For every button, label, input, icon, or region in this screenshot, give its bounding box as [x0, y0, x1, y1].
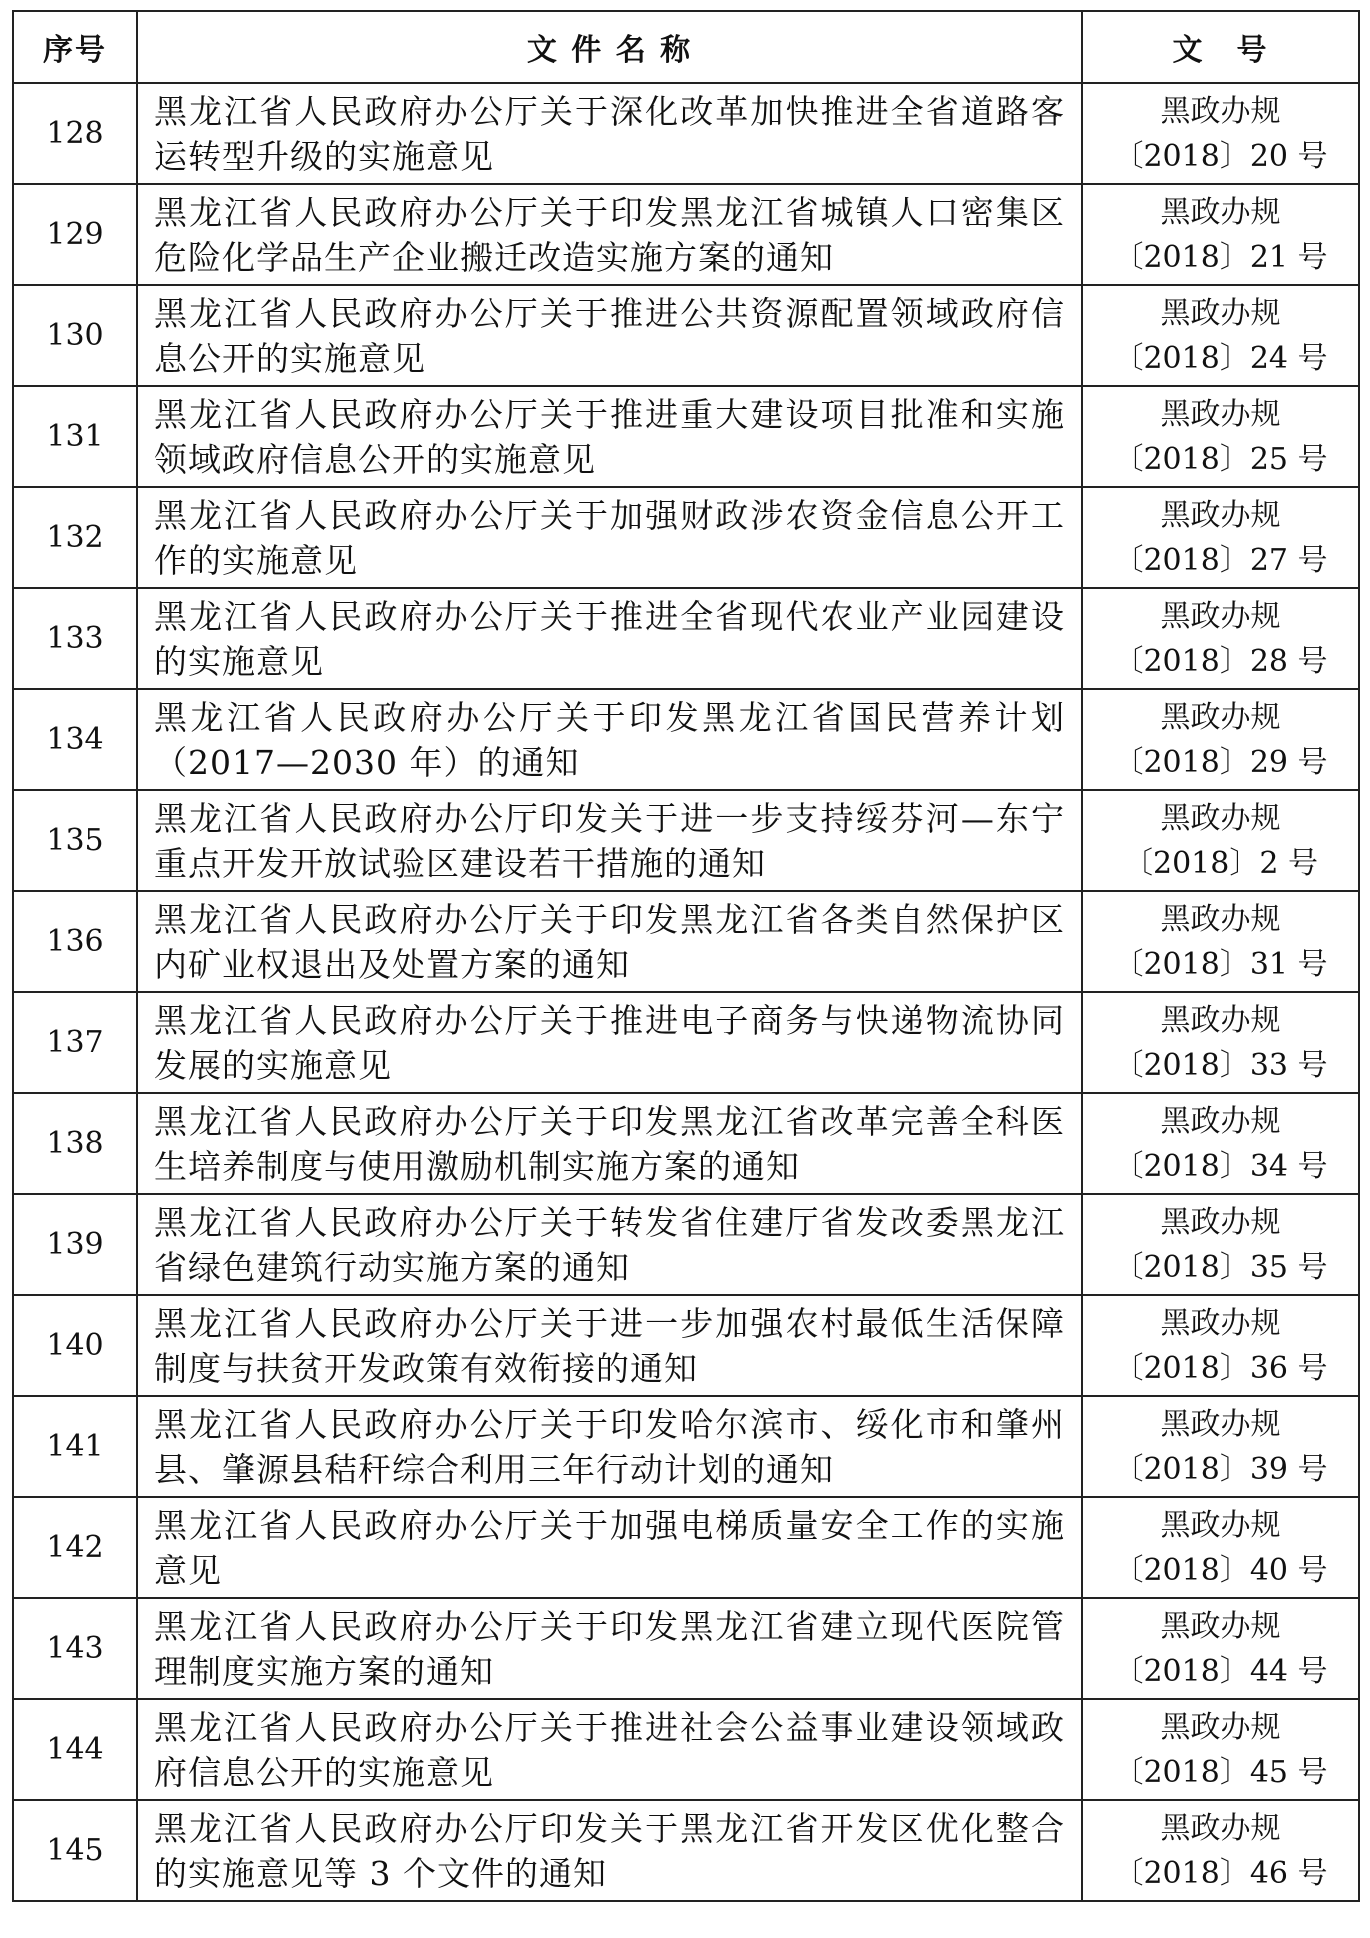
row-document-name: 黑龙江省人民政府办公厅关于加强电梯质量安全工作的实施意见: [137, 1497, 1082, 1598]
table-row: [13, 1699, 1359, 1800]
code-prefix: 黑政办规: [1160, 1709, 1281, 1745]
code-prefix: 黑政办规: [1160, 1103, 1281, 1139]
row-serial-number: 136: [13, 891, 137, 992]
row-serial-number: 145: [13, 1800, 137, 1901]
header-row: [13, 11, 1359, 83]
row-document-code: [1082, 1396, 1359, 1497]
row-serial-number: 140: [13, 1295, 137, 1396]
row-document-code: [1082, 1194, 1359, 1295]
row-document-code: [1082, 285, 1359, 386]
code-prefix: 黑政办规: [1160, 800, 1281, 836]
row-document-name: 黑龙江省人民政府办公厅印发关于黑龙江省开发区优化整合的实施意见等 3 个文件的通知: [137, 1800, 1082, 1901]
code-number: 〔2018〕29 号: [1113, 744, 1328, 780]
table-row: [13, 1497, 1359, 1598]
row-document-code: [1082, 386, 1359, 487]
code-prefix: 黑政办规: [1160, 295, 1281, 331]
row-document-name: 黑龙江省人民政府办公厅关于推进社会公益事业建设领域政府信息公开的实施意见: [137, 1699, 1082, 1800]
row-document-code: [1082, 1295, 1359, 1396]
row-document-code: [1082, 891, 1359, 992]
row-document-name: 黑龙江省人民政府办公厅关于推进全省现代农业产业园建设的实施意见: [137, 588, 1082, 689]
code-number: 〔2018〕35 号: [1113, 1249, 1328, 1285]
code-prefix: 黑政办规: [1160, 1204, 1281, 1240]
code-number: 〔2018〕27 号: [1113, 542, 1328, 578]
row-document-code: [1082, 1699, 1359, 1800]
code-number: 〔2018〕20 号: [1113, 138, 1328, 174]
row-serial-number: 132: [13, 487, 137, 588]
code-prefix: 黑政办规: [1160, 93, 1281, 129]
row-document-name: 黑龙江省人民政府办公厅关于推进重大建设项目批准和实施领域政府信息公开的实施意见: [137, 386, 1082, 487]
code-prefix: 黑政办规: [1160, 396, 1281, 432]
row-document-code: [1082, 487, 1359, 588]
code-number: 〔2018〕46 号: [1113, 1855, 1328, 1891]
code-prefix: 黑政办规: [1160, 699, 1281, 735]
code-number: 〔2018〕2 号: [1123, 845, 1318, 881]
row-serial-number: 131: [13, 386, 137, 487]
row-serial-number: 143: [13, 1598, 137, 1699]
row-document-code: [1082, 992, 1359, 1093]
row-document-code: [1082, 1598, 1359, 1699]
row-serial-number: 139: [13, 1194, 137, 1295]
code-number: 〔2018〕33 号: [1113, 1047, 1328, 1083]
row-document-code: [1082, 588, 1359, 689]
table-row: [13, 1295, 1359, 1396]
code-prefix: 黑政办规: [1160, 1608, 1281, 1644]
code-number: 〔2018〕45 号: [1113, 1754, 1328, 1790]
header-document-code: 文 号: [1082, 11, 1359, 83]
row-serial-number: 138: [13, 1093, 137, 1194]
row-document-code: [1082, 184, 1359, 285]
code-prefix: 黑政办规: [1160, 1810, 1281, 1846]
code-prefix: 黑政办规: [1160, 194, 1281, 230]
table-row: [13, 790, 1359, 891]
code-prefix: 黑政办规: [1160, 1002, 1281, 1038]
table-row: [13, 285, 1359, 386]
row-document-name: 黑龙江省人民政府办公厅关于推进电子商务与快递物流协同发展的实施意见: [137, 992, 1082, 1093]
table-body: [13, 83, 1359, 1901]
row-document-name: 黑龙江省人民政府办公厅关于进一步加强农村最低生活保障制度与扶贫开发政策有效衔接的通知: [137, 1295, 1082, 1396]
code-number: 〔2018〕25 号: [1113, 441, 1328, 477]
row-serial-number: 130: [13, 285, 137, 386]
row-document-name: 黑龙江省人民政府办公厅关于推进公共资源配置领域政府信息公开的实施意见: [137, 285, 1082, 386]
table-row: [13, 1194, 1359, 1295]
code-number: 〔2018〕40 号: [1113, 1552, 1328, 1588]
table-row: [13, 588, 1359, 689]
row-serial-number: 134: [13, 689, 137, 790]
row-serial-number: 129: [13, 184, 137, 285]
row-serial-number: 128: [13, 83, 137, 184]
document-table: [12, 10, 1360, 1902]
row-document-name: 黑龙江省人民政府办公厅关于印发黑龙江省建立现代医院管理制度实施方案的通知: [137, 1598, 1082, 1699]
row-document-name: 黑龙江省人民政府办公厅关于印发黑龙江省国民营养计划（2017—2030 年）的通知: [137, 689, 1082, 790]
row-document-code: [1082, 1800, 1359, 1901]
table-row: [13, 891, 1359, 992]
table-row: [13, 1093, 1359, 1194]
code-prefix: 黑政办规: [1160, 598, 1281, 634]
table-row: [13, 386, 1359, 487]
code-number: 〔2018〕36 号: [1113, 1350, 1328, 1386]
code-prefix: 黑政办规: [1160, 901, 1281, 937]
row-serial-number: 144: [13, 1699, 137, 1800]
table-row: [13, 83, 1359, 184]
table-row: [13, 992, 1359, 1093]
row-document-name: 黑龙江省人民政府办公厅关于深化改革加快推进全省道路客运转型升级的实施意见: [137, 83, 1082, 184]
code-number: 〔2018〕39 号: [1113, 1451, 1328, 1487]
table-row: [13, 1800, 1359, 1901]
row-document-name: 黑龙江省人民政府办公厅关于加强财政涉农资金信息公开工作的实施意见: [137, 487, 1082, 588]
row-serial-number: 141: [13, 1396, 137, 1497]
code-prefix: 黑政办规: [1160, 1305, 1281, 1341]
header-serial-number: 序号: [13, 11, 137, 83]
row-serial-number: 137: [13, 992, 137, 1093]
table-row: [13, 487, 1359, 588]
table-row: [13, 1598, 1359, 1699]
row-document-code: [1082, 689, 1359, 790]
table-row: [13, 689, 1359, 790]
row-serial-number: 142: [13, 1497, 137, 1598]
row-document-name: 黑龙江省人民政府办公厅印发关于进一步支持绥芬河—东宁重点开发开放试验区建设若干措施的通知: [137, 790, 1082, 891]
row-document-name: 黑龙江省人民政府办公厅关于印发哈尔滨市、绥化市和肇州县、肇源县秸秆综合利用三年行动计划的通知: [137, 1396, 1082, 1497]
code-number: 〔2018〕21 号: [1113, 239, 1328, 275]
code-prefix: 黑政办规: [1160, 1507, 1281, 1543]
header-document-name: 文 件 名 称: [137, 11, 1082, 83]
row-serial-number: 135: [13, 790, 137, 891]
code-prefix: 黑政办规: [1160, 497, 1281, 533]
row-serial-number: 133: [13, 588, 137, 689]
row-document-code: [1082, 1497, 1359, 1598]
code-number: 〔2018〕34 号: [1113, 1148, 1328, 1184]
row-document-name: 黑龙江省人民政府办公厅关于印发黑龙江省各类自然保护区内矿业权退出及处置方案的通知: [137, 891, 1082, 992]
row-document-name: 黑龙江省人民政府办公厅关于转发省住建厅省发改委黑龙江省绿色建筑行动实施方案的通知: [137, 1194, 1082, 1295]
code-number: 〔2018〕31 号: [1113, 946, 1328, 982]
table-header: [13, 11, 1359, 83]
code-number: 〔2018〕44 号: [1113, 1653, 1328, 1689]
row-document-code: [1082, 83, 1359, 184]
row-document-code: [1082, 1093, 1359, 1194]
row-document-code: [1082, 790, 1359, 891]
code-number: 〔2018〕28 号: [1113, 643, 1328, 679]
row-document-name: 黑龙江省人民政府办公厅关于印发黑龙江省城镇人口密集区危险化学品生产企业搬迁改造实施方案的通知: [137, 184, 1082, 285]
code-prefix: 黑政办规: [1160, 1406, 1281, 1442]
code-number: 〔2018〕24 号: [1113, 340, 1328, 376]
row-document-name: 黑龙江省人民政府办公厅关于印发黑龙江省改革完善全科医生培养制度与使用激励机制实施方案的通知: [137, 1093, 1082, 1194]
table-row: [13, 1396, 1359, 1497]
table-row: [13, 184, 1359, 285]
